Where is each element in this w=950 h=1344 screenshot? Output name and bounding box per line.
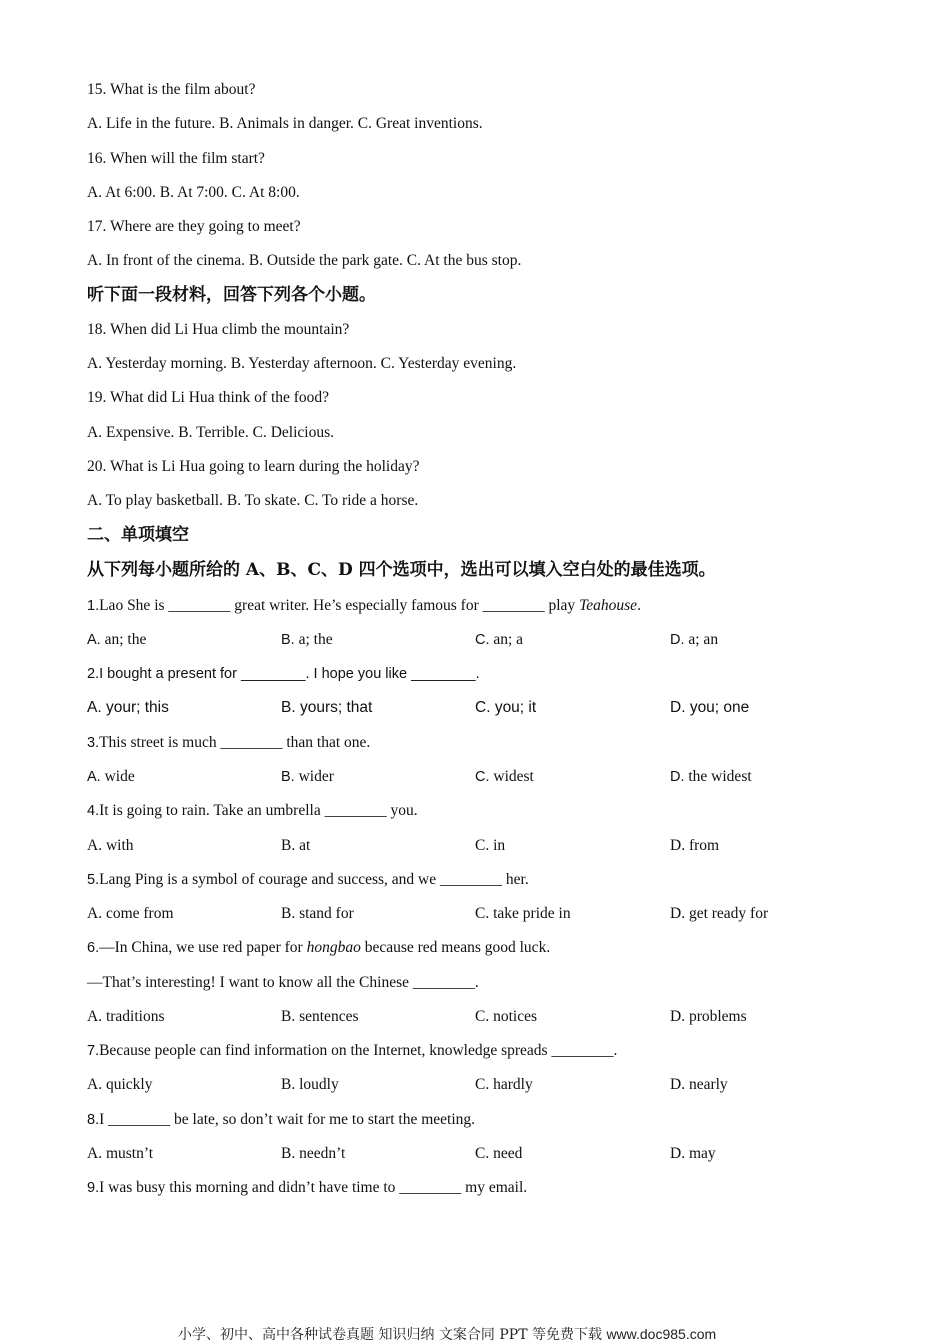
option-d: D. may <box>670 1145 716 1162</box>
question-number: 4. <box>87 803 100 819</box>
option-a: A. your; this <box>87 699 169 716</box>
mc-q7-stem <box>87 1041 617 1061</box>
option-d: D. the widest <box>670 768 752 785</box>
option-d: D. you; one <box>670 699 750 716</box>
stem-text: I was busy this morning and didn’t have time to ________ my email. <box>99 1179 528 1196</box>
option-d: D. get ready for <box>670 905 769 922</box>
question-number: 6. <box>87 940 100 956</box>
mc-q5-stem <box>87 870 529 890</box>
q19-stem: 19. What did Li Hua think of the food? <box>87 389 330 406</box>
q16-stem: 16. When will the film start? <box>87 150 265 167</box>
q18-options: A. Yesterday morning. B. Yesterday afternoon. C. Yesterday evening. <box>87 355 517 372</box>
stem-text-end: . <box>637 597 641 614</box>
footer-link[interactable]: www.doc985.com <box>606 1326 717 1342</box>
q19-options: A. Expensive. B. Terrible. C. Delicious. <box>87 424 335 441</box>
stem-text: I bought a present for ________. I hope you like ________. <box>99 666 480 682</box>
option-c: C. widest <box>475 768 534 785</box>
question-number: 2. <box>87 666 100 682</box>
listening-instruction: 听下面一段材料，回答下列各个小题。 <box>87 285 376 305</box>
q17-stem: 17. Where are they going to meet? <box>87 218 301 235</box>
stem-text: —In China, we use red paper for <box>99 939 307 956</box>
option-c: C. hardly <box>475 1076 533 1093</box>
option-b: B. needn’t <box>281 1145 346 1162</box>
option-b: B. stand for <box>281 905 354 922</box>
section2-instruction: 从下列每小题所给的 A、B、C、D 四个选项中，选出可以填入空白处的最佳选项。 <box>87 560 716 580</box>
stem-text: I ________ be late, so don’t wait for me to start the meeting. <box>99 1111 476 1128</box>
q18-stem: 18. When did Li Hua climb the mountain? <box>87 321 350 338</box>
option-c: C. you; it <box>475 699 537 716</box>
q17-options: A. In front of the cinema. B. Outside the park gate. C. At the bus stop. <box>87 252 522 269</box>
option-a: A. mustn’t <box>87 1145 154 1162</box>
option-c: C. an; a <box>475 631 524 648</box>
mc-q6-stem <box>87 938 550 958</box>
stem-text: Lao She is ________ great writer. He’s especially famous for ________ play <box>99 597 580 614</box>
option-c: C. need <box>475 1145 523 1162</box>
option-c: C. take pride in <box>475 905 571 922</box>
play-title: Teahouse <box>579 597 638 614</box>
option-c: C. notices <box>475 1008 537 1025</box>
option-b: B. at <box>281 837 311 854</box>
page-footer <box>178 1325 716 1344</box>
question-number: 5. <box>87 872 100 888</box>
stem-text: This street is much ________ than that one. <box>99 734 371 751</box>
question-number: 7. <box>87 1043 100 1059</box>
mc-q6-stem-reply: —That’s interesting! I want to know all the Chinese ________. <box>87 974 479 991</box>
hongbao-term: hongbao <box>306 939 361 956</box>
q20-stem: 20. What is Li Hua going to learn during the holiday? <box>87 458 420 475</box>
question-number: 3. <box>87 735 100 751</box>
option-a: A. traditions <box>87 1008 165 1025</box>
option-a: A. wide <box>87 768 135 785</box>
stem-text: Because people can find information on the Internet, knowledge spreads ________. <box>99 1042 618 1059</box>
option-b: B. sentences <box>281 1008 359 1025</box>
mc-q9-stem <box>87 1178 527 1198</box>
stem-text: It is going to rain. Take an umbrella ________ you. <box>99 802 418 819</box>
footer-text: 小学、初中、高中各种试卷真题 知识归纳 文案合同 PPT 等免费下载 <box>178 1327 602 1343</box>
q15-stem: 15. What is the film about? <box>87 81 256 98</box>
stem-text-end: because red means good luck. <box>360 939 551 956</box>
option-d: D. a; an <box>670 631 719 648</box>
stem-text: Lang Ping is a symbol of courage and success, and we ________ her. <box>99 871 529 888</box>
question-number: 9. <box>87 1180 100 1196</box>
option-d: D. nearly <box>670 1076 728 1093</box>
q20-options: A. To play basketball. B. To skate. C. To ride a horse. <box>87 492 419 509</box>
option-b: B. a; the <box>281 631 333 648</box>
option-d: D. from <box>670 837 720 854</box>
option-a: A. an; the <box>87 631 147 648</box>
option-b: B. wider <box>281 768 334 785</box>
mc-q4-stem <box>87 801 418 821</box>
q15-options: A. Life in the future. B. Animals in danger. C. Great inventions. <box>87 115 483 132</box>
option-a: A. with <box>87 837 134 854</box>
question-number: 8. <box>87 1112 100 1128</box>
mc-q3-stem <box>87 733 370 753</box>
mc-q8-stem <box>87 1110 475 1130</box>
q16-options: A. At 6:00. B. At 7:00. C. At 8:00. <box>87 184 300 201</box>
mc-q1-stem <box>87 596 641 616</box>
section2-title: 二、单项填空 <box>87 525 189 545</box>
option-b: B. loudly <box>281 1076 339 1093</box>
mc-q2-stem <box>87 664 480 684</box>
option-a: A. come from <box>87 905 174 922</box>
option-a: A. quickly <box>87 1076 153 1093</box>
option-b: B. yours; that <box>281 699 373 716</box>
option-d: D. problems <box>670 1008 747 1025</box>
option-c: C. in <box>475 837 506 854</box>
question-number: 1. <box>87 598 100 614</box>
